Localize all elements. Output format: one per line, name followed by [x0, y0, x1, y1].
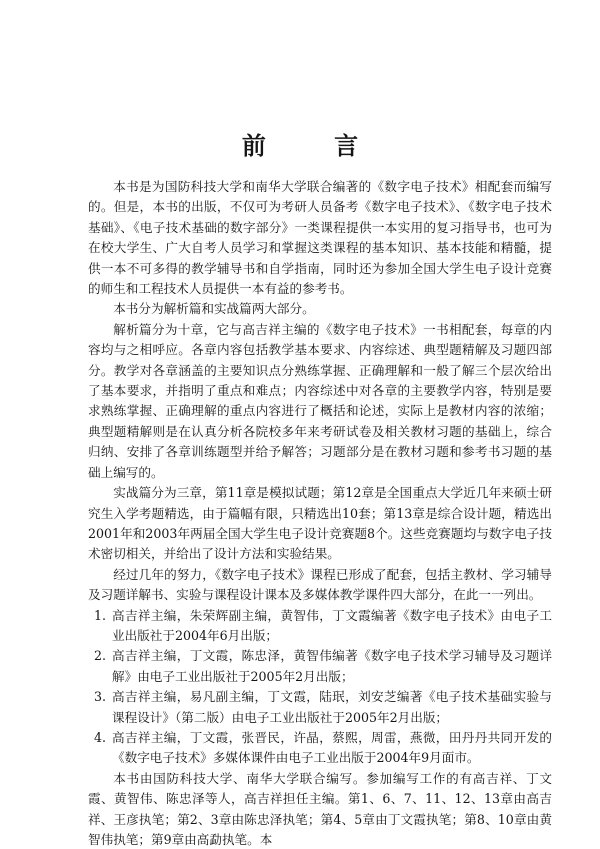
book-number: 4. [94, 729, 107, 745]
book-number: 3. [94, 689, 107, 705]
book-number: 1. [94, 607, 107, 623]
preface-body [88, 177, 552, 849]
book-list-item [94, 728, 552, 769]
book-list-item [94, 687, 552, 728]
analysis-paragraph: 解析篇分为十章，它与高吉祥主编的《数字电子技术》一书相配套，每章的内容均与之相呼应。各章内容包括教学基本要求、内容综述、典型题精解及习题四部分。教学对各章涵盖的主要知识点分熟练掌握、正确理解和一般了解三个层次给出了基本要求，并指明了重点和难点；内容综述中对各章的主要教学内容，特别是要求熟练掌握、正确理解的重点内容进行了概括和论述，实际上是教材内容的浓缩；典型题精解则是在认真分析各院校多年来考研试卷及相关教材习题的基础上，综合归纳、安排了各章训练题型并给予解答；习题部分是在教材习题和参考书习题的基础上编写的。 [88, 321, 552, 480]
book-list-item [94, 606, 552, 647]
book-description: 高吉祥主编，丁文霞，陈忠泽，黄智伟编著《数字电子技术学习辅导及习题详解》由电子工业出版社于2005年2月出版； [112, 648, 552, 684]
page-title: 前 言 [241, 132, 389, 160]
authors-paragraph: 本书由国防科技大学、南华大学联合编写。参加编写工作的有高吉祥、丁文霞、黄智伟、陈忠泽等人，高吉祥担任主编。第1、6、7、11、12、13章由高吉祥、王彦执笔；第2、3章由陈忠泽执笔；第4、5章由丁文霞执笔；第8、10章由黄智伟执笔；第9章由高勐执笔。本 [88, 770, 552, 847]
book-list [88, 606, 552, 769]
book-description: 高吉祥主编，朱荣辉副主编，黄智伟，丁文霞编著《数字电子技术》由电子工业出版社于2004年6月出版； [112, 607, 552, 643]
book-description: 高吉祥主编，易凡副主编，丁文霞，陆珉，刘安芝编著《电子技术基础实验与课程设计》（第二版）由电子工业出版社于2005年2月出版； [112, 689, 552, 725]
book-list-item [94, 646, 552, 687]
book-description: 高吉祥主编，丁文霞，张晋民，许晶，蔡熙，周雷，燕微，田丹丹共同开发的《数字电子技术》多媒体课件由电子工业出版于2004年9月面市。 [112, 729, 552, 766]
package-paragraph: 经过几年的努力，《数字电子技术》课程已形成了配套，包括主教材、学习辅导及习题详解书、实验与课程设计课本及多媒体教学课件四大部分，在此一一列出。 [88, 566, 552, 603]
practice-paragraph: 实战篇分为三章，第11章是模拟试题；第12章是全国重点大学近几年来硕士研究生入学考题精选，由于篇幅有限，只精选出10套；第13章是综合设计题，精选出2001年和2003年两届全国大学生电子设计竞赛题8个。这些竞赛题均与数字电子技术密切相关，并给出了设计方法和实验结果。 [88, 485, 552, 562]
structure-paragraph: 本书分为解析篇和实战篇两大部分。 [113, 301, 315, 317]
book-number: 2. [94, 648, 107, 664]
intro-paragraph: 本书是为国防科技大学和南华大学联合编著的《数字电子技术》相配套而编写的。但是，本书的出版，不仅可为考研人员备考《数字电子技术》、《数字电子技术基础》、《电子技术基础的数字部分》一类课程提供一本实用的复习指导书，也可为在校大学生、广大自考人员学习和掌握这类课程的基本知识、基本技能和精髓，提供一本不可多得的教学辅导书和自学指南，同时还为参加全国大学生电子设计竞赛的师生和工程技术人员提供一本有益的参考书。 [88, 179, 552, 297]
